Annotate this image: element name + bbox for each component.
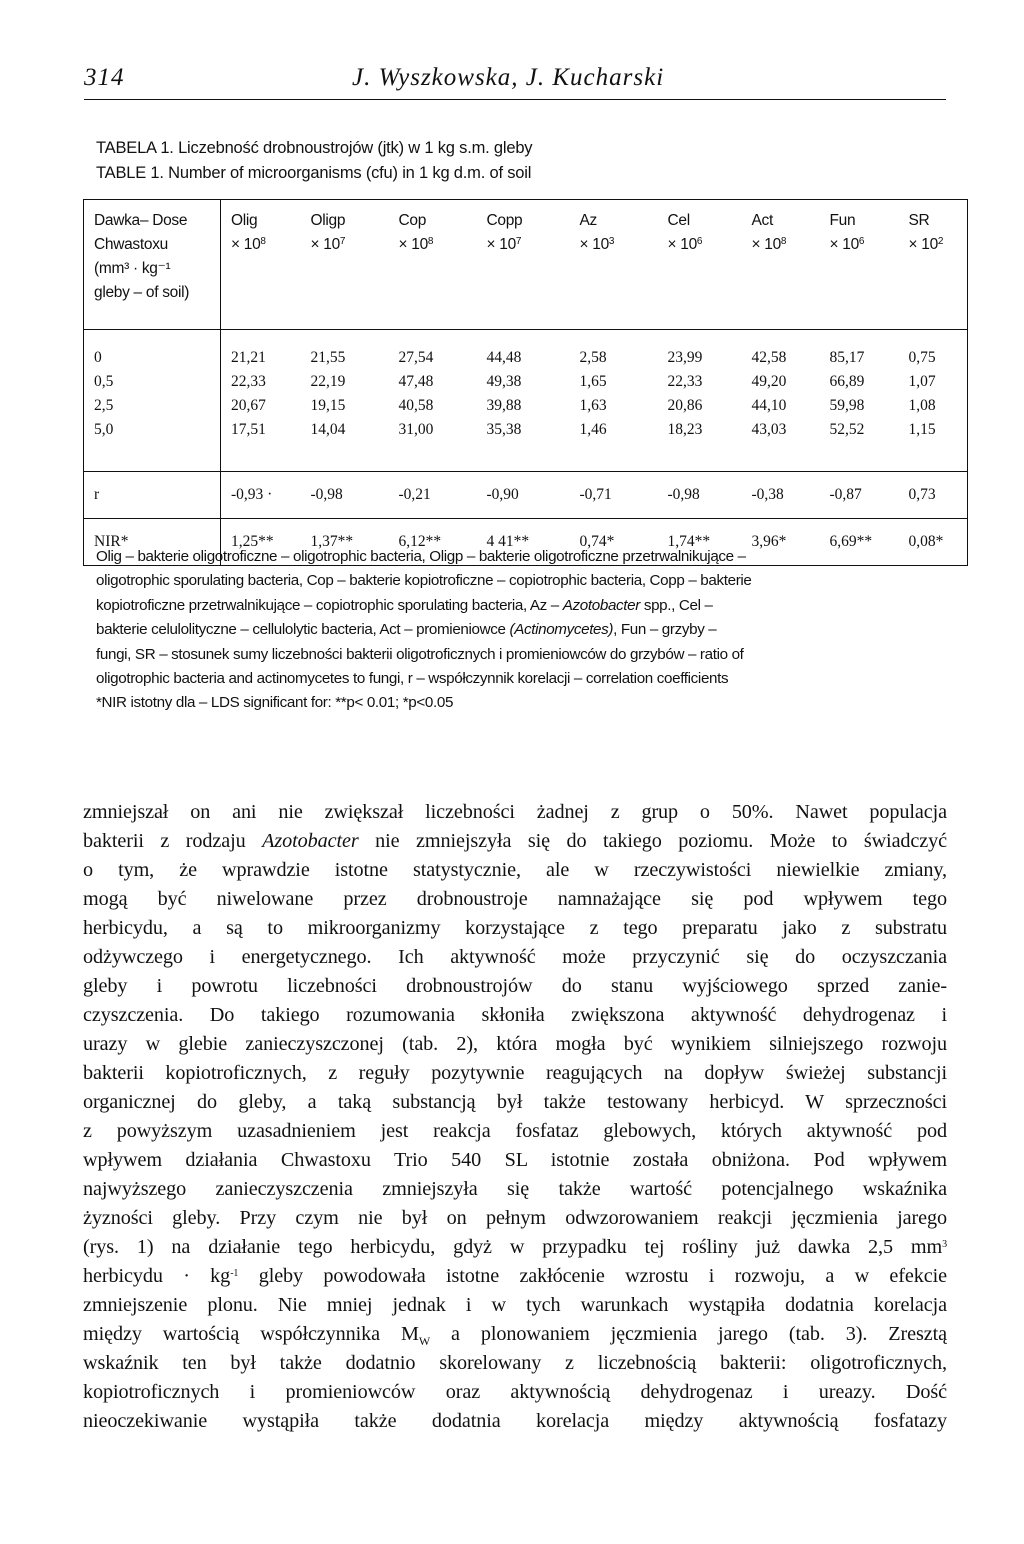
header-col-exp: 8 <box>260 236 266 247</box>
body-superscript: -1 <box>230 1268 239 1279</box>
header-dose-line-1: Dawka– Dose <box>94 212 188 229</box>
header-col-mult: × 10 <box>829 236 859 253</box>
header-col-exp: 8 <box>427 236 434 247</box>
body-line: z powyższym uzasadnieniem jest reakcja fosfataz glebowych, których aktywność pod <box>83 1120 947 1142</box>
value: 44,48 <box>486 349 522 366</box>
header-col-exp: 8 <box>780 236 787 247</box>
nir-value: 3,96* <box>751 533 787 550</box>
body-line: wskaźnik ten był także dodatnio skorelowany z liczebnością bakterii: oligotroficznych, <box>83 1352 947 1374</box>
dose-cell <box>84 330 221 472</box>
header-col <box>899 200 968 330</box>
header-col-exp: 3 <box>608 236 615 247</box>
header-col <box>658 200 742 330</box>
data-cell <box>221 330 301 472</box>
data-cell <box>658 330 742 472</box>
r-value: -0,90 <box>486 486 519 503</box>
table-caption-en: TABLE 1. Number of microorganisms (cfu) in 1 kg d.m. of soil <box>96 164 532 182</box>
header-rule <box>84 99 946 100</box>
header-col-mult: × 10 <box>486 236 516 253</box>
header-col-name: Az <box>579 212 597 229</box>
body-line: zmniejszał on ani nie zwiększał liczebności żadnej z grup o 50%. Nawet populacja <box>83 801 947 823</box>
header-dose-line-3: (mm³ · kg⁻¹ <box>94 260 171 277</box>
nir-value: 4 41** <box>486 533 530 550</box>
footnote-line: oligotrophic sporulating bacteria, Cop – bakterie kopiotroficzne – copiotrophic bacteria, Copp – bakterie <box>96 572 752 590</box>
header-col <box>389 200 477 330</box>
nir-value: 0,74* <box>579 533 615 550</box>
body-subscript: W <box>418 1334 431 1349</box>
footnote-text: bakterie celulolityczne – cellulolytic bacteria, Act – promieniowce <box>96 621 510 639</box>
body-line: gleby i powrotu liczebności drobnoustrojów do stanu wyjściowego sprzed zanie- <box>83 975 947 997</box>
header-col-mult: × 10 <box>667 236 697 253</box>
body-italic: Azotobacter <box>262 830 359 852</box>
header-col-exp: 7 <box>339 236 346 247</box>
data-cell <box>477 330 570 472</box>
nir-value: 1,25** <box>231 533 274 550</box>
value: 1,15 <box>908 421 936 438</box>
correlation-row <box>84 472 968 519</box>
body-text: między wartością współczynnika M <box>83 1323 419 1345</box>
dose-value: 2,5 <box>94 397 114 414</box>
header-col-mult: × 10 <box>398 236 428 253</box>
value: 1,46 <box>579 421 607 438</box>
header-col <box>477 200 570 330</box>
value: 85,17 <box>829 349 865 366</box>
header-dose-line-4: gleby – of soil) <box>94 284 190 301</box>
footnote-text: kopiotroficzne przetrwalnikujące – copiotrophic sporulating bacteria, Az – <box>96 596 563 614</box>
r-value: -0,38 <box>751 486 784 503</box>
value: 44,10 <box>751 397 787 414</box>
nir-value: 6,69** <box>829 533 873 550</box>
value: 43,03 <box>751 421 787 438</box>
value: 21,21 <box>231 349 266 366</box>
value: 52,52 <box>829 421 865 438</box>
value: 17,51 <box>231 421 266 438</box>
value: 31,00 <box>398 421 434 438</box>
body-text: bakterii z rodzaju <box>83 830 263 852</box>
table-header-row <box>84 200 968 330</box>
nir-value: 1,37** <box>310 533 354 550</box>
header-col-name: Act <box>751 212 773 229</box>
table-footnote <box>96 545 946 716</box>
value: 1,65 <box>579 373 607 390</box>
body-line: urazy w glebie zanieczyszczonej (tab. 2), która mogła być wynikiem silniejszego rozwoju <box>83 1033 947 1055</box>
body-superscript: 3 <box>942 1239 947 1250</box>
header-col <box>221 200 301 330</box>
data-cell <box>570 330 658 472</box>
body-text: (rys. 1) na działanie tego herbicydu, gdyż w przypadku tej rośliny już dawka 2,5 mm <box>83 1236 943 1258</box>
r-label: r <box>84 472 221 519</box>
value: 1,07 <box>908 373 936 390</box>
header-dose <box>84 200 221 330</box>
dose-value: 0 <box>94 349 102 366</box>
header-col-mult: × 10 <box>579 236 609 253</box>
nir-value: 1,74** <box>667 533 711 550</box>
header-col-mult: × 10 <box>908 236 938 253</box>
body-line <box>83 1320 947 1349</box>
value: 0,75 <box>908 349 936 366</box>
value: 1,63 <box>579 397 607 414</box>
footnote-line: *NIR istotny dla – LDS significant for: **p< 0.01; *p<0.05 <box>96 694 454 712</box>
microorganisms-table <box>83 199 968 566</box>
value: 27,54 <box>398 349 434 366</box>
r-value: -0,87 <box>829 486 862 503</box>
header-dose-line-2: Chwastoxu <box>94 236 168 253</box>
value: 35,38 <box>486 421 522 438</box>
header-col-name: Olig <box>231 212 258 229</box>
authors: J. Wyszkowska, J. Kucharski <box>352 64 665 91</box>
footnote-line: Olig – bakterie oligotroficzne – oligotrophic bacteria, Oligp – bakterie oligotroficzne przetrwalnikujące – <box>96 548 746 565</box>
footnote-text: , Fun – grzyby – <box>613 621 717 639</box>
body-text: a plonowaniem jęczmienia jarego (tab. 3). Zresztą <box>430 1323 947 1345</box>
data-cell <box>820 330 899 472</box>
table-data-block <box>84 330 968 472</box>
body-line: wpływem działania Chwastoxu Trio 540 SL istotnie została obniżona. Pod wpływem <box>83 1149 947 1171</box>
page-number: 314 <box>84 64 125 91</box>
value: 14,04 <box>310 421 346 438</box>
value: 49,38 <box>486 373 522 390</box>
value: 19,15 <box>310 397 346 414</box>
value: 20,67 <box>231 397 266 414</box>
value: 20,86 <box>667 397 703 414</box>
header-col-mult: × 10 <box>310 236 340 253</box>
value: 59,98 <box>829 397 865 414</box>
header-col-name: Cop <box>398 212 427 229</box>
header-col-exp: 2 <box>937 236 944 247</box>
data-cell <box>742 330 820 472</box>
header-col-exp: 6 <box>696 236 703 247</box>
body-text: gleby powodowała istotne zakłócenie wzrostu i rozwoju, a w efekcie <box>238 1265 947 1287</box>
r-value: -0,93 · <box>231 486 273 503</box>
data-cell <box>301 330 389 472</box>
data-cell <box>899 330 968 472</box>
dose-value: 0,5 <box>94 373 114 390</box>
footnote-text: spp., Cel – <box>639 596 713 614</box>
value: 23,99 <box>667 349 703 366</box>
header-col-mult: × 10 <box>231 236 261 253</box>
r-value: -0,98 <box>310 486 343 503</box>
footnote-line <box>96 594 946 618</box>
value: 22,33 <box>667 373 703 390</box>
header-col-name: SR <box>908 212 930 229</box>
body-line <box>83 827 947 856</box>
header-col-name: Oligp <box>310 212 346 229</box>
value: 21,55 <box>310 349 346 366</box>
body-line: organicznej do gleby, a taką substancją był także testowany herbicyd. W sprzeczności <box>83 1091 947 1113</box>
body-line: herbicydu, a są to mikroorganizmy korzystające z tego preparatu jako z substratu <box>83 917 947 939</box>
value: 40,58 <box>398 397 434 414</box>
table-caption-pl: TABELA 1. Liczebność drobnoustrojów (jtk) w 1 kg s.m. gleby <box>96 139 533 157</box>
header-col <box>301 200 389 330</box>
header-col-exp: 7 <box>515 236 522 247</box>
value: 1,08 <box>908 397 936 414</box>
body-text: herbicydu · kg <box>83 1265 231 1287</box>
header-col <box>820 200 899 330</box>
value: 2,58 <box>579 349 607 366</box>
nir-value: 0,08* <box>908 533 944 550</box>
value: 66,89 <box>829 373 865 390</box>
header-col-name: Fun <box>829 212 856 229</box>
header-col <box>570 200 658 330</box>
body-line: najwyższego zanieczyszczenia zmniejszyła się także wartość potencjalnego wskaźnika <box>83 1178 947 1200</box>
body-line: zmniejszenie plonu. Nie mniej jednak i w tych warunkach wystąpiła dodatnia korelacja <box>83 1294 947 1316</box>
body-line: odżywczego i energetycznego. Ich aktywność może przyczynić się do oczyszczania <box>83 946 947 968</box>
body-line: kopiotroficznych i promieniowców oraz aktywnością dehydrogenaz i ureazy. Dość <box>83 1381 947 1403</box>
footnote-italic: (Actinomycetes) <box>509 621 614 639</box>
body-line: mogą być niwelowane przez drobnoustroje namnażające się pod wpływem tego <box>83 888 947 910</box>
body-line: bakterii kopiotroficznych, z reguły pozytywnie reagujących na dopływ świeżej substancji <box>83 1062 947 1084</box>
header-col-name: Copp <box>486 212 523 229</box>
body-paragraph <box>83 798 947 1436</box>
r-value: -0,21 <box>398 486 431 503</box>
value: 18,23 <box>667 421 703 438</box>
footnote-italic: Azotobacter <box>562 596 640 614</box>
body-line <box>83 1233 947 1262</box>
body-line: czyszczenia. Do takiego rozumowania skłoniła zwiększona aktywność dehydrogenaz i <box>83 1004 947 1026</box>
nir-label: NIR* <box>84 519 221 566</box>
data-cell <box>389 330 477 472</box>
footnote-line <box>96 618 946 642</box>
value: 42,58 <box>751 349 787 366</box>
value: 22,19 <box>310 373 346 390</box>
header-col <box>742 200 820 330</box>
body-line: nieoczekiwanie wystąpiła także dodatnia korelacja między aktywnością fosfatazy <box>83 1410 947 1432</box>
dose-value: 5,0 <box>94 421 114 438</box>
header-col-mult: × 10 <box>751 236 781 253</box>
value: 22,33 <box>231 373 266 390</box>
value: 39,88 <box>486 397 522 414</box>
r-value: 0,73 <box>908 486 936 503</box>
value: 49,20 <box>751 373 787 390</box>
header-col-name: Cel <box>667 212 690 229</box>
body-line: o tym, że wprawdzie istotne statystycznie, ale w rzeczywistości niewielkie zmiany, <box>83 859 947 881</box>
body-line: żyzności gleby. Przy czym nie był on pełnym odwzorowaniem reakcji jęczmienia jarego <box>83 1207 947 1229</box>
body-line <box>83 1262 947 1291</box>
r-value: -0,98 <box>667 486 700 503</box>
nir-value: 6,12** <box>398 533 442 550</box>
footnote-line: oligotrophic bacteria and actinomycetes to fungi, r – współczynnik korelacji – correlation coefficients <box>96 670 729 688</box>
header-col-exp: 6 <box>858 236 865 247</box>
footnote-line: fungi, SR – stosunek sumy liczebności bakterii oligotroficznych i promieniowców do grzybów – ratio of <box>96 645 744 663</box>
r-value: -0,71 <box>579 486 612 503</box>
body-text: nie zmniejszyła się do takiego poziomu. Może to świadczyć <box>358 830 947 852</box>
value: 47,48 <box>398 373 434 390</box>
